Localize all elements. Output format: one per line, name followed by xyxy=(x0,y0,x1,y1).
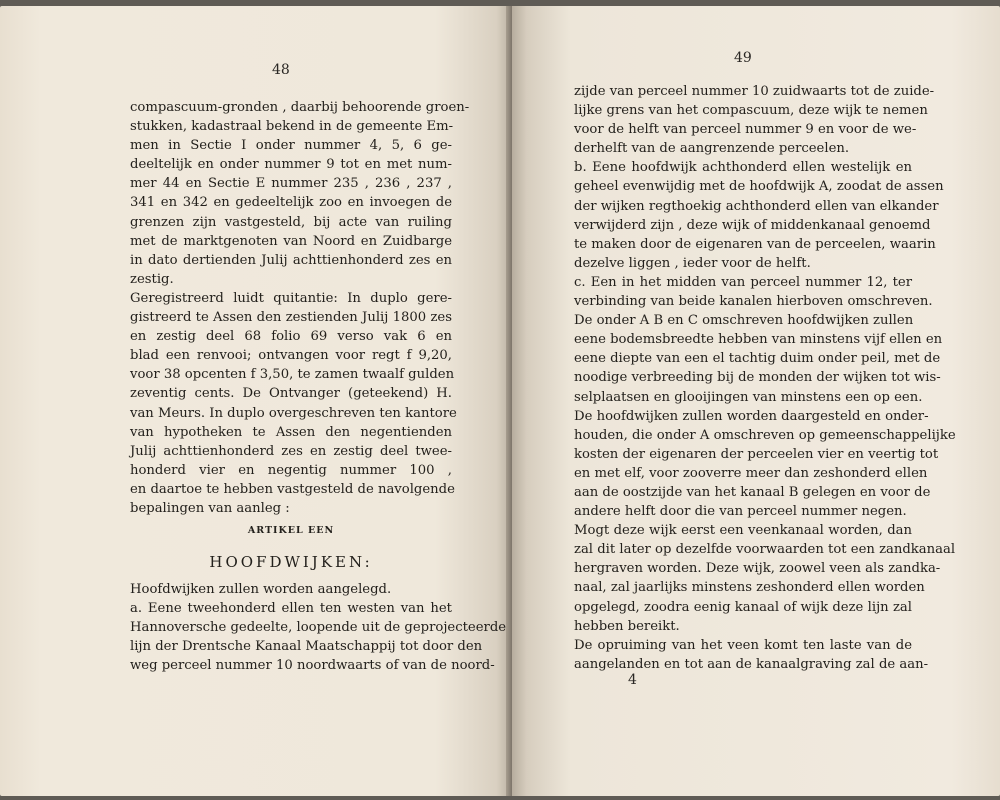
text-line: aan de oostzijde van het kanaal B gelegen en voor de xyxy=(574,484,931,500)
text-line: eene diepte van een el tachtig duim onder peil, met de xyxy=(574,351,941,367)
text-line: De opruiming van het veen komt ten laste van de xyxy=(574,637,912,653)
text-line: voor de helft van perceel nummer 9 en voor de we- xyxy=(574,122,917,138)
text-line: eene bodemsbreedte hebben van minstens vijf ellen en xyxy=(574,332,943,348)
text-line: naal, zal jaarlijks minstens zeshonderd ellen worden xyxy=(574,580,925,596)
text-line: zijde van perceel nummer 10 zuidwaarts tot de zuide- xyxy=(574,84,935,99)
text-line: a. Eene tweehonderd ellen ten westen van het xyxy=(130,601,452,617)
text-line: en met elf, voor zooverre meer dan zeshonderd ellen xyxy=(574,465,928,481)
text-line: zeventig cents. De Ontvanger (geteekend) H. xyxy=(130,386,452,402)
text-line: gistreerd te Assen den zestienden Julij 1800 zes xyxy=(130,310,452,326)
text-line: andere helft door die van perceel nummer negen. xyxy=(574,504,907,520)
left-page xyxy=(0,6,512,796)
text-line: honderd vier en negentig nummer 100 , xyxy=(130,462,452,478)
text-line: weg perceel nummer 10 noordwaarts of van de noord- xyxy=(130,658,495,674)
text-line: kosten der eigenaren der perceelen vier en veertig tot xyxy=(574,446,939,462)
text-line: selplaatsen en glooijingen van minstens een op een. xyxy=(574,389,923,405)
text-line: verwijderd zijn , deze wijk of middenkanaal genoemd xyxy=(574,217,931,233)
text-line: lijke grens van het compascuum, deze wijk te nemen xyxy=(574,103,928,119)
text-line: deeltelijk en onder nummer 9 tot en met num- xyxy=(130,157,452,173)
text-line: c. Een in het midden van perceel nummer 12, ter xyxy=(574,274,912,290)
text-line: met de marktgenoten van Noord en Zuidbarge xyxy=(130,233,452,249)
text-line: der wijken regthoekig achthonderd ellen van elkander xyxy=(574,198,939,214)
text-line: verbinding van beide kanalen hierboven omschreven. xyxy=(574,294,933,310)
right-page-text xyxy=(574,82,956,674)
text-line: Mogt deze wijk eerst een veenkanaal worden, dan xyxy=(574,523,912,539)
text-line: en zestig deel 68 folio 69 verso vak 6 en xyxy=(130,329,452,345)
left-page-text xyxy=(130,98,507,676)
text-line: lijn der Drentsche Kanaal Maatschappij tot door den xyxy=(130,639,483,655)
text-line: dezelve liggen , ieder voor de helft. xyxy=(574,255,811,271)
text-line: zal dit later op dezelfde voorwaarden tot een zandkanaal xyxy=(574,542,956,558)
right-page-number: 49 xyxy=(734,50,752,66)
text-line: noodige verbreeding bij de monden der wijken tot wis- xyxy=(574,370,941,386)
text-line: Hannoversche gedeelte, loopende uit de geprojecteerde xyxy=(130,620,507,636)
text-line: grenzen zijn vastgesteld, bij acte van ruiling xyxy=(130,214,452,230)
text-line: hebben bereikt. xyxy=(574,618,680,634)
text-line: van hypotheken te Assen den negentienden xyxy=(130,424,452,440)
right-page xyxy=(512,6,1000,796)
text-line: voor 38 opcenten f 3,50, te zamen twaalf gulden xyxy=(130,367,455,383)
text-line: zestig. xyxy=(130,271,174,287)
text-line: derhelft van de aangrenzende perceelen. xyxy=(574,141,850,157)
signature-mark: 4 xyxy=(628,672,637,688)
text-line: opgelegd, zoodra eenig kanaal of wijk deze lijn zal xyxy=(574,599,912,615)
text-line: te maken door de eigenaren van de perceelen, waarin xyxy=(574,236,936,252)
text-line: geheel evenwijdig met de hoofdwijk A, zoodat de assen xyxy=(574,179,944,195)
text-line: houden, die onder A omschreven op gemeenschappelijke xyxy=(574,427,956,443)
article-heading: ARTIKEL EEN xyxy=(247,525,335,537)
text-line: Hoofdwijken zullen worden aangelegd. xyxy=(130,582,392,598)
text-line: Geregistreerd luidt quitantie: In duplo gere- xyxy=(130,290,452,306)
text-line: men in Sectie I onder nummer 4, 5, 6 ge- xyxy=(130,138,452,154)
text-line: en daartoe te hebben vastgesteld de navolgende xyxy=(130,481,455,497)
section-heading: HOOFDWIJKEN: xyxy=(209,553,373,572)
text-line: bepalingen van aanleg : xyxy=(130,500,290,516)
text-line: hergraven worden. Deze wijk, zoowel veen als zandka- xyxy=(574,561,941,577)
text-line: b. Eene hoofdwijk achthonderd ellen westelijk en xyxy=(574,160,912,176)
text-line: Julij achttienhonderd zes en zestig deel twee- xyxy=(130,443,452,459)
text-line: mer 44 en Sectie E nummer 235 , 236 , 237 , xyxy=(130,176,452,192)
text-line: aangelanden en tot aan de kanaalgraving zal de aan- xyxy=(574,656,929,672)
text-line: De hoofdwijken zullen worden daargesteld en onder- xyxy=(574,408,929,424)
text-line: compascuum-gronden , daarbij behoorende groen- xyxy=(130,100,470,115)
text-line: van Meurs. In duplo overgeschreven ten kantore xyxy=(130,405,457,421)
text-line: 341 en 342 en gedeeltelijk zoo en invoegen de xyxy=(130,195,452,211)
text-line: blad een renvooi; ontvangen voor regt f 9,20, xyxy=(130,348,452,364)
text-line: stukken, kadastraal bekend in de gemeente Em- xyxy=(130,119,454,135)
text-line: De onder A B en C omschreven hoofdwijken zullen xyxy=(574,313,914,329)
left-page-number: 48 xyxy=(272,62,290,78)
text-line: in dato dertienden Julij achttienhonderd zes en xyxy=(130,252,452,268)
